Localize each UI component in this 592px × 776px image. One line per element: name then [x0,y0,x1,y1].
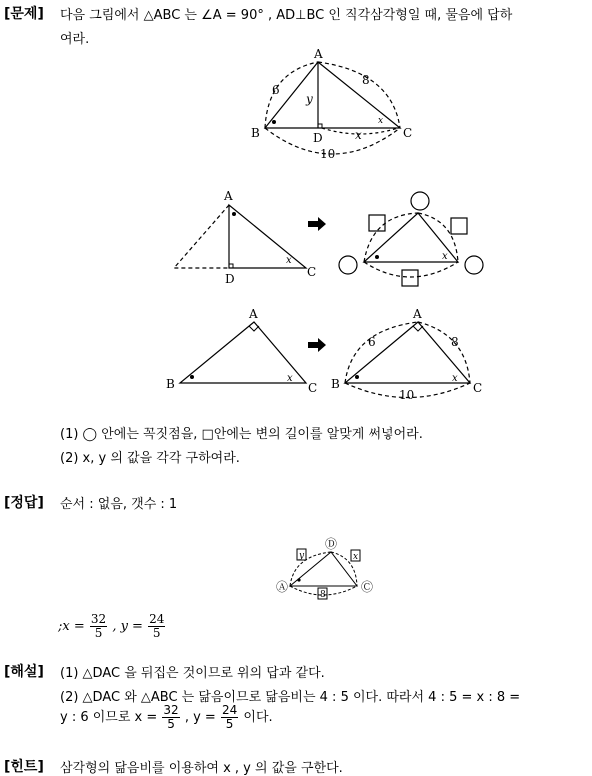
explanation-line-3: y : 6 이므로 x = $\frac{32}{5}$ , y = $\frac{24}{5}$ 이다. [60,703,273,731]
arrow-right-icon [308,338,326,352]
fig1-vertex-b: B [251,126,260,140]
fig4-ac: 8 [451,335,459,349]
ans-fig-eight: 8 [320,590,326,600]
ans-fig-vertex-c: Ⓒ [361,580,374,594]
ans-fig-vertex-a: Ⓐ [276,580,289,594]
ans-fig-y: y [299,551,305,561]
problem-line-2: 여라. [60,32,90,47]
arrow-right-icon [308,217,326,231]
fig2-x: x [286,255,292,266]
explanation-line-1: (1) △DAC 을 뒤집은 것이므로 위의 답과 같다. [60,666,325,681]
question-2: (2) x, y 의 값을 각각 구하여라. [60,451,240,466]
fig1-bc: 10 [320,147,336,161]
fig4-bc: 10 [399,388,415,402]
answer-x-fraction: $\frac{32}{5}$ [90,612,107,640]
ans-fig-x: x [353,552,359,562]
fig2b-x: x [442,251,448,262]
problem-label: [문제] [4,6,44,22]
fig3-vertex-c: C [308,381,318,395]
explanation-y-fraction: $\frac{24}{5}$ [221,703,238,731]
explanation-label: [해설] [4,664,44,680]
answer-label: [정답] [4,495,44,511]
fig1-x-angle: x [378,116,384,126]
fig4-vertex-b: B [331,377,340,391]
hint-label: [힌트] [4,759,44,775]
answer-y-eq: , y = [112,619,143,634]
problem-line-1: 다음 그림에서 △ABC 는 ∠A = 90° , AD⊥BC 인 직각삼각형일 때, 물음에 답하 [60,8,513,23]
fig1-vertex-c: C [403,126,413,140]
fig2-vertex-c: C [307,265,317,279]
fig4-ab: 6 [368,335,376,349]
fig4-vertex-a: A [413,307,422,321]
answer-result [58,612,166,642]
fig1-ac: 8 [362,73,370,87]
explanation-x-fraction: $\frac{32}{5}$ [163,703,179,731]
fig1-ab: 6 [272,83,280,97]
answer-y-fraction: $\frac{24}{5}$ [149,612,165,640]
fig1-vertex-d: D [313,131,323,145]
fig3-x: x [287,373,293,384]
answer-prefix: ;x = [58,619,85,634]
answer-text: 순서 : 없음, 갯수 : 1 [60,497,178,512]
fig2-vertex-d: D [225,272,235,286]
fig4-vertex-c: C [473,381,483,395]
explanation-line-2: (2) △DAC 와 △ABC 는 닮음이므로 닮음비는 4 : 5 이다. 따라서 4 : 5 = x : 8 = [60,690,521,705]
hint-text: 삼각형의 닮음비를 이용하여 x , y 의 값을 구한다. [60,761,343,776]
fig3-vertex-b: B [166,377,175,391]
fig3-vertex-a: A [249,307,258,321]
question-1: (1) ◯ 안에는 꼭짓점을, □안에는 변의 길이를 알맞게 써넣어라. [60,427,423,442]
ans-fig-vertex-d: Ⓓ [325,537,338,551]
fig1-y: y [306,92,313,106]
fig4-x: x [452,373,458,384]
fig2-vertex-a: A [224,189,233,203]
fig1-x: x [355,128,362,142]
fig1-vertex-a: A [314,47,323,61]
